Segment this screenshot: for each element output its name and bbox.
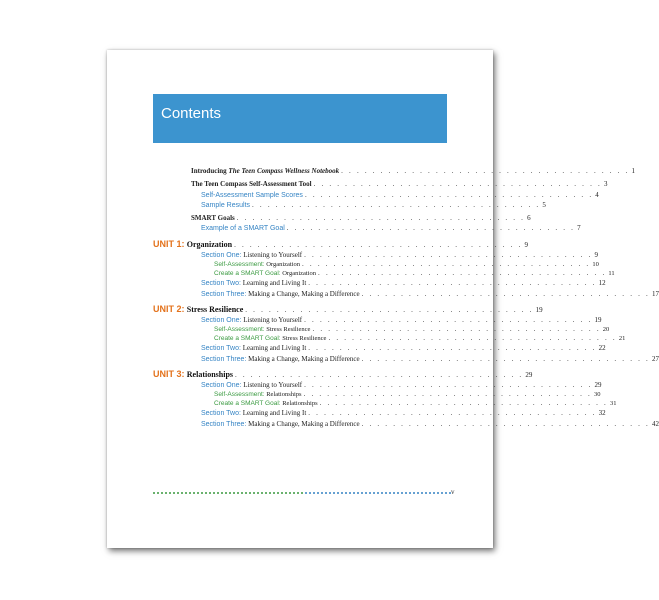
section-title: Learning and Living It — [242, 409, 307, 417]
toc-entry-label: Sample Results — [201, 202, 251, 209]
footer-dot — [297, 492, 299, 494]
page-number: 9 — [524, 241, 528, 249]
leader-dots: . . . . . . . . . . . . . . . . . . . . . . . . . . . . . . . . . . . . . — [304, 316, 593, 324]
toc-section-one[interactable] — [201, 251, 598, 260]
footer-dot — [289, 492, 291, 494]
footer-dot — [301, 492, 303, 494]
unit-label: UNIT 2 — [153, 304, 182, 314]
leader-dots: . . . . . . . . . . . . . . . . . . . . . . . . . . . . . . . . . . . . . — [304, 251, 593, 259]
footer-dot — [393, 492, 395, 494]
footer-dot — [337, 492, 339, 494]
page-number: 19 — [535, 306, 543, 314]
footer-dot — [397, 492, 399, 494]
footer-dot — [285, 492, 287, 494]
toc-entry-self-assessment-tool[interactable] — [191, 180, 608, 189]
toc-unit-1[interactable]: UNIT 1: Organization . . . . . . . . . . . . . . . . . . . . . . . . . . . . . . . . . . . . . 9 — [153, 239, 528, 249]
footer-dot — [241, 492, 243, 494]
toc-section-three[interactable] — [201, 420, 659, 429]
footer-dot — [313, 492, 315, 494]
footer-dot — [217, 492, 219, 494]
toc-entry-label: Self-Assessment Sample Scores — [201, 192, 303, 199]
page-number: 22 — [598, 344, 606, 352]
page-number: 4 — [595, 191, 599, 199]
leader-dots: . . . . . . . . . . . . . . . . . . . . . . . . . . . . . . . . . . . . . — [303, 390, 592, 398]
page-number: 21 — [618, 335, 626, 342]
leader-dots: . . . . . . . . . . . . . . . . . . . . . . . . . . . . . . . . . . . . . — [302, 260, 591, 268]
leader-dots: . . . . . . . . . . . . . . . . . . . . . . . . . . . . . . . . . . . . . — [308, 409, 597, 417]
toc-unit-2[interactable]: UNIT 2: Stress Resilience . . . . . . . . . . . . . . . . . . . . . . . . . . . . . . . . . . . . . 19 — [153, 304, 543, 314]
subsection-prefix: Self-Assessment: — [214, 261, 265, 268]
section-title: Listening to Yourself — [243, 251, 303, 259]
footer-dot — [445, 492, 447, 494]
toc-self-assessment[interactable] — [214, 260, 599, 269]
leader-dots: . . . . . . . . . . . . . . . . . . . . . . . . . . . . . . . . . . . . . — [304, 191, 594, 199]
section-title: Making a Change, Making a Difference — [248, 355, 360, 363]
page-number: 7 — [577, 224, 581, 232]
subsection-title: Organization — [266, 261, 301, 268]
section-title: Listening to Yourself — [243, 316, 303, 324]
section-prefix: Section One: — [201, 317, 242, 324]
footer-dot — [305, 492, 307, 494]
footer-dot — [309, 492, 311, 494]
section-prefix: Section Three: — [201, 356, 247, 363]
footer-dot — [421, 492, 423, 494]
footer-dot — [201, 492, 203, 494]
section-title: Learning and Living It — [242, 344, 307, 352]
unit-title: Relationships — [186, 370, 233, 379]
toc-entry-label: The Teen Compass Self-Assessment Tool — [191, 180, 312, 188]
toc-section-one[interactable] — [201, 381, 602, 390]
toc-entry-label: Introducing — [191, 167, 229, 175]
leader-dots: . . . . . . . . . . . . . . . . . . . . . . . . . . . . . . . . . . . . . — [236, 214, 526, 222]
footer-dot — [325, 492, 327, 494]
footer-dot — [317, 492, 319, 494]
toc-entry-label: SMART Goals — [191, 214, 235, 222]
footer-dot — [429, 492, 431, 494]
footer-dot — [365, 492, 367, 494]
section-prefix: Section Two: — [201, 410, 241, 417]
subsection-title: Organization — [282, 270, 317, 277]
toc-create-smart-goal[interactable] — [214, 399, 617, 408]
unit-label: UNIT 3 — [153, 369, 182, 379]
toc-self-assessment[interactable] — [214, 325, 610, 334]
page-number: 29 — [594, 381, 602, 389]
footer-dot — [189, 492, 191, 494]
unit-label: UNIT 1 — [153, 239, 182, 249]
section-title: Making a Change, Making a Difference — [248, 420, 360, 428]
toc-entry-example-smart-goal[interactable] — [201, 224, 581, 233]
footer-dot — [349, 492, 351, 494]
footer-dot — [401, 492, 403, 494]
footer-dot — [165, 492, 167, 494]
footer-dot — [269, 492, 271, 494]
footer-dot — [265, 492, 267, 494]
footer-dot — [233, 492, 235, 494]
toc-entry-sample-results[interactable] — [201, 201, 546, 210]
folio-page-number: v — [451, 488, 455, 496]
leader-dots: . . . . . . . . . . . . . . . . . . . . . . . . . . . . . . . . . . . . . — [361, 420, 650, 428]
footer-dot — [213, 492, 215, 494]
page-number: 9 — [594, 251, 598, 259]
footer-dot — [357, 492, 359, 494]
unit-title: Organization — [186, 240, 233, 249]
page-number: 30 — [593, 391, 601, 398]
footer-dot — [417, 492, 419, 494]
footer-dot — [181, 492, 183, 494]
footer-dot — [385, 492, 387, 494]
page-number: 12 — [598, 279, 606, 287]
toc-unit-3[interactable]: UNIT 3: Relationships . . . . . . . . . . . . . . . . . . . . . . . . . . . . . . . . . . . . . 29 — [153, 369, 533, 379]
footer-dot — [177, 492, 179, 494]
unit-title: Stress Resilience — [186, 305, 244, 314]
section-prefix: Section One: — [201, 252, 242, 259]
toc-self-assessment[interactable] — [214, 390, 601, 399]
subsection-title: Stress Resilience — [266, 326, 311, 333]
leader-dots: . . . . . . . . . . . . . . . . . . . . . . . . . . . . . . . . . . . . . — [313, 180, 602, 188]
footer-dot — [173, 492, 175, 494]
toc-section-two[interactable] — [201, 344, 606, 353]
toc-section-one[interactable] — [201, 316, 602, 325]
page-number: 29 — [525, 371, 533, 379]
footer-dot — [381, 492, 383, 494]
subsection-prefix: Self-Assessment: — [214, 391, 265, 398]
toc-entry-label: Example of a SMART Goal — [201, 225, 285, 232]
subsection-prefix: Create a SMART Goal: — [214, 400, 281, 407]
footer-dot — [441, 492, 443, 494]
subsection-prefix: Create a SMART Goal: — [214, 335, 281, 342]
footer-dot — [361, 492, 363, 494]
footer-dot — [277, 492, 279, 494]
footer-dot — [245, 492, 247, 494]
footer-dot — [157, 492, 159, 494]
footer-dot-rule — [153, 492, 449, 496]
page-number: 42 — [651, 420, 659, 428]
footer-dot — [437, 492, 439, 494]
page-number: 27 — [651, 355, 659, 363]
subsection-prefix: Create a SMART Goal: — [214, 270, 281, 277]
footer-dot — [193, 492, 195, 494]
footer-dot — [321, 492, 323, 494]
toc-entry-book-title: The Teen Compass Wellness Notebook — [228, 167, 340, 175]
footer-dot — [273, 492, 275, 494]
footer-dot — [341, 492, 343, 494]
contents-banner — [153, 94, 447, 143]
page-title: Contents — [161, 105, 222, 122]
toc-entry-introducing[interactable] — [191, 167, 635, 176]
footer-dot — [389, 492, 391, 494]
footer-dot — [413, 492, 415, 494]
leader-dots: . . . . . . . . . . . . . . . . . . . . . . . . . . . . . . . . . . . . . — [341, 167, 630, 175]
page-number: 32 — [598, 409, 606, 417]
footer-dot — [161, 492, 163, 494]
page-number: 31 — [609, 400, 617, 407]
toc-create-smart-goal[interactable] — [214, 269, 615, 278]
section-prefix: Section Two: — [201, 345, 241, 352]
leader-dots: . . . . . . . . . . . . . . . . . . . . . . . . . . . . . . . . . . . . . — [361, 290, 650, 298]
section-title: Learning and Living It — [242, 279, 307, 287]
leader-dots: . . . . . . . . . . . . . . . . . . . . . . . . . . . . . . . . . . . . . — [361, 355, 650, 363]
page-number: 19 — [594, 316, 602, 324]
subsection-prefix: Self-Assessment: — [214, 326, 265, 333]
footer-dot — [345, 492, 347, 494]
section-prefix: Section One: — [201, 382, 242, 389]
footer-dot — [237, 492, 239, 494]
leader-dots: . . . . . . . . . . . . . . . . . . . . . . . . . . . . . . . . . . . . . — [304, 381, 593, 389]
footer-dot — [333, 492, 335, 494]
toc-section-two[interactable] — [201, 279, 606, 288]
toc-section-three[interactable] — [201, 290, 659, 299]
footer-dot — [433, 492, 435, 494]
leader-dots: . . . . . . . . . . . . . . . . . . . . . . . . . . . . . . . . . . . . . — [328, 334, 617, 342]
page-number: 11 — [608, 270, 615, 277]
page-number: 3 — [603, 180, 608, 188]
footer-dot — [261, 492, 263, 494]
page-number: 5 — [542, 201, 546, 209]
toc-section-three[interactable] — [201, 355, 659, 364]
leader-dots: . . . . . . . . . . . . . . . . . . . . . . . . . . . . . . . . . . . . . — [245, 306, 534, 314]
section-title: Making a Change, Making a Difference — [248, 290, 360, 298]
page-number: 6 — [527, 214, 531, 222]
leader-dots: . . . . . . . . . . . . . . . . . . . . . . . . . . . . . . . . . . . . . — [312, 325, 601, 333]
leader-dots: . . . . . . . . . . . . . . . . . . . . . . . . . . . . . . . . . . . . . — [319, 399, 608, 407]
footer-dot — [353, 492, 355, 494]
section-title: Listening to Yourself — [243, 381, 303, 389]
footer-dot — [205, 492, 207, 494]
footer-dot — [197, 492, 199, 494]
footer-dot — [249, 492, 251, 494]
footer-dot — [425, 492, 427, 494]
footer-dot — [225, 492, 227, 494]
section-prefix: Section Three: — [201, 421, 247, 428]
footer-dot — [257, 492, 259, 494]
page-number: 1 — [631, 167, 635, 175]
footer-dot — [281, 492, 283, 494]
footer-dot — [169, 492, 171, 494]
toc-entry-sample-scores[interactable] — [201, 191, 599, 200]
section-prefix: Section Three: — [201, 291, 247, 298]
page-number: 20 — [602, 326, 610, 333]
footer-dot — [293, 492, 295, 494]
footer-dot — [373, 492, 375, 494]
footer-dot — [253, 492, 255, 494]
footer-dot — [409, 492, 411, 494]
leader-dots: . . . . . . . . . . . . . . . . . . . . . . . . . . . . . . . . . . . . . — [308, 344, 597, 352]
book-page — [107, 50, 659, 548]
leader-dots: . . . . . . . . . . . . . . . . . . . . . . . . . . . . . . . . . . . . . — [234, 241, 523, 249]
section-prefix: Section Two: — [201, 280, 241, 287]
toc-section-two[interactable] — [201, 409, 606, 418]
footer-dot — [405, 492, 407, 494]
subsection-title: Relationships — [282, 400, 318, 407]
footer-dot — [185, 492, 187, 494]
leader-dots: . . . . . . . . . . . . . . . . . . . . . . . . . . . . . . . . . . . . . — [286, 224, 576, 232]
footer-dot — [209, 492, 211, 494]
toc-entry-smart-goals[interactable] — [191, 214, 531, 223]
footer-dot — [229, 492, 231, 494]
toc-create-smart-goal[interactable] — [214, 334, 626, 343]
leader-dots: . . . . . . . . . . . . . . . . . . . . . . . . . . . . . . . . . . . . . — [308, 279, 597, 287]
leader-dots: . . . . . . . . . . . . . . . . . . . . . . . . . . . . . . . . . . . . . — [318, 269, 607, 277]
subsection-title: Relationships — [266, 391, 302, 398]
footer-dot — [329, 492, 331, 494]
footer-dot — [153, 492, 155, 494]
footer-dot — [369, 492, 371, 494]
footer-dot — [221, 492, 223, 494]
subsection-title: Stress Resilience — [282, 335, 327, 342]
footer-dot — [377, 492, 379, 494]
leader-dots: . . . . . . . . . . . . . . . . . . . . . . . . . . . . . . . . . . . . . — [252, 201, 541, 209]
leader-dots: . . . . . . . . . . . . . . . . . . . . . . . . . . . . . . . . . . . . . — [235, 371, 524, 379]
page-number: 17 — [651, 290, 659, 298]
page-number: 10 — [592, 261, 599, 268]
